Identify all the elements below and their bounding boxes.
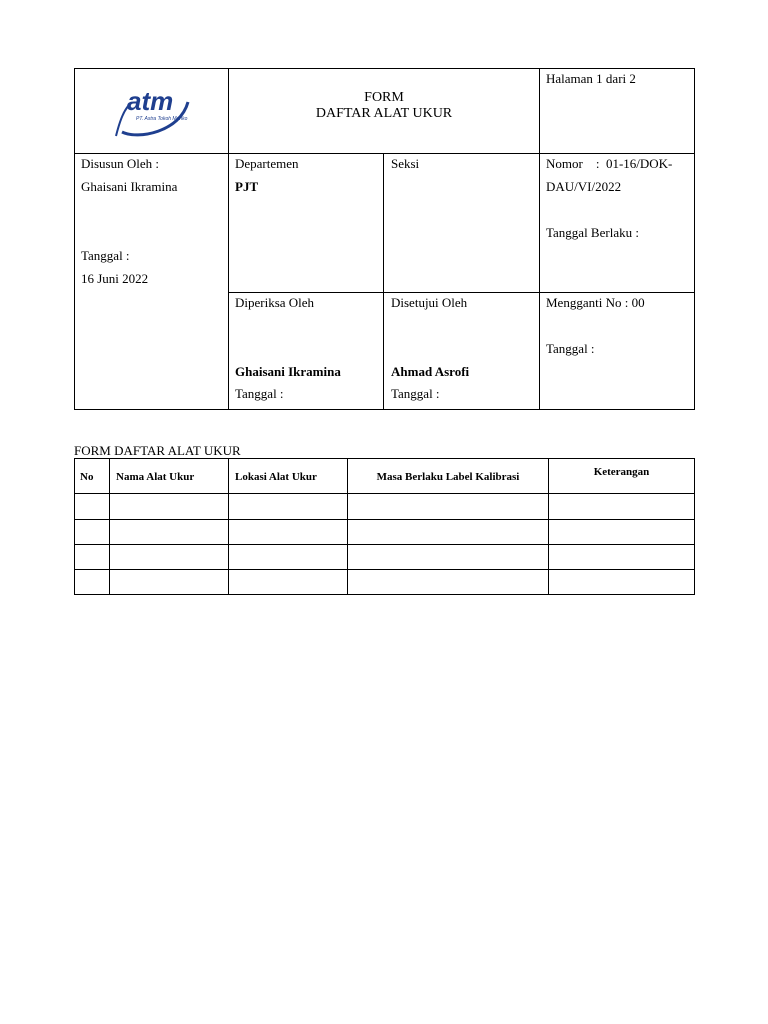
table-row [75,545,694,569]
disusun-name: Ghaisani Ikramina [81,179,178,194]
mengganti-label: Mengganti No : 00 [546,295,645,310]
departemen-label: Departemen [235,156,299,171]
disusun-date-label: Tanggal : [81,248,130,263]
column-header-masa-berlaku: Masa Berlaku Label Kalibrasi [376,471,520,483]
diperiksa-label: Diperiksa Oleh [235,295,315,310]
disusun-date: 16 Juni 2022 [81,271,149,286]
table-title: FORM DAFTAR ALAT UKUR [74,443,241,458]
diperiksa-date-label: Tanggal : [235,386,284,401]
mengganti-date-label: Tanggal : [546,341,595,356]
form-label: FORM [364,90,404,105]
disetujui-label: Disetujui Oleh [391,295,468,310]
column-header-no: No [80,471,94,483]
nomor-line-1: Nomor : 01-16/DOK- [546,156,673,171]
company-logo [110,80,200,144]
logo-wordmark: atm [127,86,174,116]
disusun-label: Disusun Oleh : [81,156,159,171]
column-header-nama: Nama Alat Ukur [116,471,195,483]
table-row [75,494,694,519]
seksi-label: Seksi [391,156,420,171]
column-header-keterangan: Keterangan [593,466,650,478]
tanggal-berlaku-label: Tanggal Berlaku : [546,225,639,240]
form-title: DAFTAR ALAT UKUR [315,106,453,121]
table-row [75,570,694,594]
disetujui-date-label: Tanggal : [391,386,440,401]
page-info: Halaman 1 dari 2 [546,71,636,86]
table-row [75,520,694,544]
disetujui-name: Ahmad Asrofi [391,364,470,379]
departemen-value: PJT [235,179,259,194]
diperiksa-name: Ghaisani Ikramina [235,364,341,379]
nomor-line-2: DAU/VI/2022 [546,179,622,194]
column-header-lokasi: Lokasi Alat Ukur [235,471,317,483]
logo-subtext: PT. Astra Tokoh Menko [136,116,188,122]
